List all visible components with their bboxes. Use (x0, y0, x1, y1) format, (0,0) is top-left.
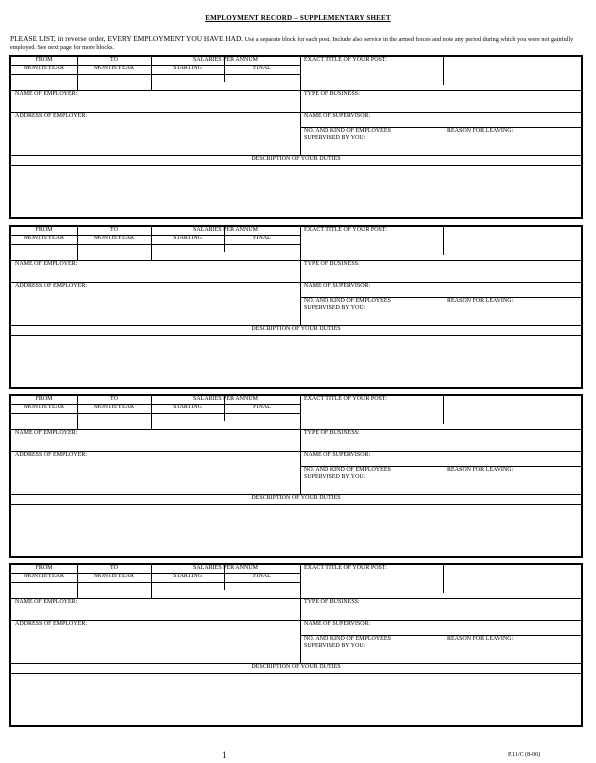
duties-field[interactable] (12, 674, 580, 724)
from-month-year-label: MONTH/YEAR (24, 65, 64, 71)
reason-leaving-field[interactable] (444, 475, 580, 493)
business-type-field[interactable] (301, 438, 580, 450)
exact-title-label: EXACT TITLE OF YOUR POST: (304, 227, 387, 233)
employees-supervised-field[interactable] (301, 482, 442, 493)
row-divider (11, 90, 581, 91)
page-title: EMPLOYMENT RECORD – SUPPLEMENTARY SHEET (205, 14, 391, 22)
employees-label-1: NO. AND KIND OF EMPLOYEES (304, 128, 391, 134)
business-type-label: TYPE OF BUSINESS: (304, 430, 360, 436)
starting-salary-field[interactable] (152, 414, 223, 428)
employer-address-field[interactable] (12, 628, 299, 662)
employment-block (9, 225, 583, 389)
from-month-year-label: MONTH/YEAR (24, 235, 64, 241)
instruction-rest: Use a separate block for each post. Include also service in the armed forces and note any period during which you were not gainfully employed. See next page for more blocks. (10, 36, 574, 52)
employment-block (9, 55, 583, 219)
employer-name-label: NAME OF EMPLOYER: (15, 91, 78, 97)
employees-label-1: NO. AND KIND OF EMPLOYEES (304, 467, 391, 473)
duties-field[interactable] (12, 166, 580, 216)
from-label: FROM (35, 565, 53, 571)
employer-address-field[interactable] (12, 290, 299, 324)
from-label: FROM (35, 396, 53, 402)
supervisor-name-label: NAME OF SUPERVISOR: (304, 113, 371, 119)
to-label: TO (110, 565, 118, 571)
employer-name-field[interactable] (12, 438, 299, 450)
exact-title-field[interactable] (301, 573, 580, 597)
employer-address-label: ADDRESS OF EMPLOYER: (15, 283, 88, 289)
duties-field[interactable] (12, 336, 580, 386)
employees-label-2: SUPERVISED BY YOU: (304, 643, 366, 649)
from-month-year-label: MONTH/YEAR (24, 404, 64, 410)
supervisor-name-field[interactable] (301, 290, 580, 296)
instructions (10, 35, 590, 52)
supervisor-name-field[interactable] (301, 459, 580, 465)
business-type-field[interactable] (301, 269, 580, 281)
from-field[interactable] (12, 414, 76, 428)
instruction-lead: PLEASE LIST, in reverse order, EVERY EMPLOYMENT YOU HAVE HAD. (10, 34, 244, 43)
employees-supervised-field[interactable] (301, 651, 442, 662)
employer-name-field[interactable] (12, 269, 299, 281)
supervisor-name-label: NAME OF SUPERVISOR: (304, 452, 371, 458)
final-label: FINAL (253, 235, 271, 241)
from-field[interactable] (12, 245, 76, 259)
to-month-year-label: MONTH/YEAR (94, 65, 134, 71)
exact-title-field[interactable] (301, 404, 580, 428)
reason-leaving-label: REASON FOR LEAVING: (447, 298, 514, 304)
to-label: TO (110, 227, 118, 233)
form-code: P.11/C (8-00) (508, 752, 541, 758)
starting-label: STARTING (173, 404, 202, 410)
employees-label-2: SUPERVISED BY YOU: (304, 305, 366, 311)
row-divider (11, 451, 581, 452)
row-divider (11, 112, 581, 113)
to-month-year-label: MONTH/YEAR (94, 235, 134, 241)
starting-salary-field[interactable] (152, 583, 223, 597)
supervisor-name-field[interactable] (301, 628, 580, 634)
row-divider (11, 598, 581, 599)
duties-label: DESCRIPTION OF YOUR DUTIES (251, 495, 341, 501)
final-salary-field[interactable] (225, 245, 299, 259)
salaries-label: SALARIES PER ANNUM (192, 57, 258, 63)
exact-title-label: EXACT TITLE OF YOUR POST: (304, 396, 387, 402)
to-field[interactable] (78, 245, 150, 259)
supervisor-name-field[interactable] (301, 120, 580, 126)
employer-address-label: ADDRESS OF EMPLOYER: (15, 113, 88, 119)
page-number: 1 (222, 750, 227, 760)
reason-leaving-label: REASON FOR LEAVING: (447, 467, 514, 473)
employer-name-label: NAME OF EMPLOYER: (15, 261, 78, 267)
business-type-field[interactable] (301, 99, 580, 111)
to-field[interactable] (78, 583, 150, 597)
starting-label: STARTING (173, 573, 202, 579)
starting-label: STARTING (173, 65, 202, 71)
reason-leaving-field[interactable] (444, 644, 580, 662)
to-label: TO (110, 396, 118, 402)
salaries-label: SALARIES PER ANNUM (192, 227, 258, 233)
to-field[interactable] (78, 414, 150, 428)
starting-label: STARTING (173, 235, 202, 241)
from-label: FROM (35, 227, 53, 233)
to-field[interactable] (78, 75, 150, 89)
final-label: FINAL (253, 573, 271, 579)
employer-address-label: ADDRESS OF EMPLOYER: (15, 621, 88, 627)
row-divider (11, 620, 581, 621)
from-field[interactable] (12, 583, 76, 597)
employer-name-label: NAME OF EMPLOYER: (15, 430, 78, 436)
reason-leaving-label: REASON FOR LEAVING: (447, 636, 514, 642)
exact-title-label: EXACT TITLE OF YOUR POST: (304, 565, 387, 571)
duties-field[interactable] (12, 505, 580, 555)
supervisor-name-label: NAME OF SUPERVISOR: (304, 283, 371, 289)
duties-label: DESCRIPTION OF YOUR DUTIES (251, 156, 341, 162)
employees-supervised-field[interactable] (301, 313, 442, 324)
employees-label-2: SUPERVISED BY YOU: (304, 474, 366, 480)
final-salary-field[interactable] (225, 583, 299, 597)
employer-name-label: NAME OF EMPLOYER: (15, 599, 78, 605)
business-type-label: TYPE OF BUSINESS: (304, 599, 360, 605)
employees-label-2: SUPERVISED BY YOU: (304, 135, 366, 141)
employer-address-label: ADDRESS OF EMPLOYER: (15, 452, 88, 458)
duties-label: DESCRIPTION OF YOUR DUTIES (251, 664, 341, 670)
employer-name-field[interactable] (12, 607, 299, 619)
row-divider (11, 282, 581, 283)
from-field[interactable] (12, 75, 76, 89)
business-type-label: TYPE OF BUSINESS: (304, 91, 360, 97)
starting-salary-field[interactable] (152, 75, 223, 89)
final-salary-field[interactable] (225, 75, 299, 89)
employment-block (9, 563, 583, 727)
final-salary-field[interactable] (225, 414, 299, 428)
business-type-label: TYPE OF BUSINESS: (304, 261, 360, 267)
row-divider (11, 429, 581, 430)
exact-title-field[interactable] (301, 65, 580, 89)
to-label: TO (110, 57, 118, 63)
reason-leaving-field[interactable] (444, 306, 580, 324)
duties-label: DESCRIPTION OF YOUR DUTIES (251, 326, 341, 332)
reason-leaving-field[interactable] (444, 136, 580, 154)
business-type-field[interactable] (301, 607, 580, 619)
from-month-year-label: MONTH/YEAR (24, 573, 64, 579)
supervisor-name-label: NAME OF SUPERVISOR: (304, 621, 371, 627)
final-label: FINAL (253, 65, 271, 71)
employer-name-field[interactable] (12, 99, 299, 111)
salaries-label: SALARIES PER ANNUM (192, 565, 258, 571)
employees-label-1: NO. AND KIND OF EMPLOYEES (304, 298, 391, 304)
exact-title-label: EXACT TITLE OF YOUR POST: (304, 57, 387, 63)
final-label: FINAL (253, 404, 271, 410)
reason-leaving-label: REASON FOR LEAVING: (447, 128, 514, 134)
starting-salary-field[interactable] (152, 245, 223, 259)
employees-supervised-field[interactable] (301, 143, 442, 154)
employment-block (9, 394, 583, 558)
from-label: FROM (35, 57, 53, 63)
row-divider (11, 260, 581, 261)
employees-label-1: NO. AND KIND OF EMPLOYEES (304, 636, 391, 642)
to-month-year-label: MONTH/YEAR (94, 404, 134, 410)
employer-address-field[interactable] (12, 459, 299, 493)
employer-address-field[interactable] (12, 120, 299, 154)
salaries-label: SALARIES PER ANNUM (192, 396, 258, 402)
exact-title-field[interactable] (301, 235, 580, 259)
to-month-year-label: MONTH/YEAR (94, 573, 134, 579)
